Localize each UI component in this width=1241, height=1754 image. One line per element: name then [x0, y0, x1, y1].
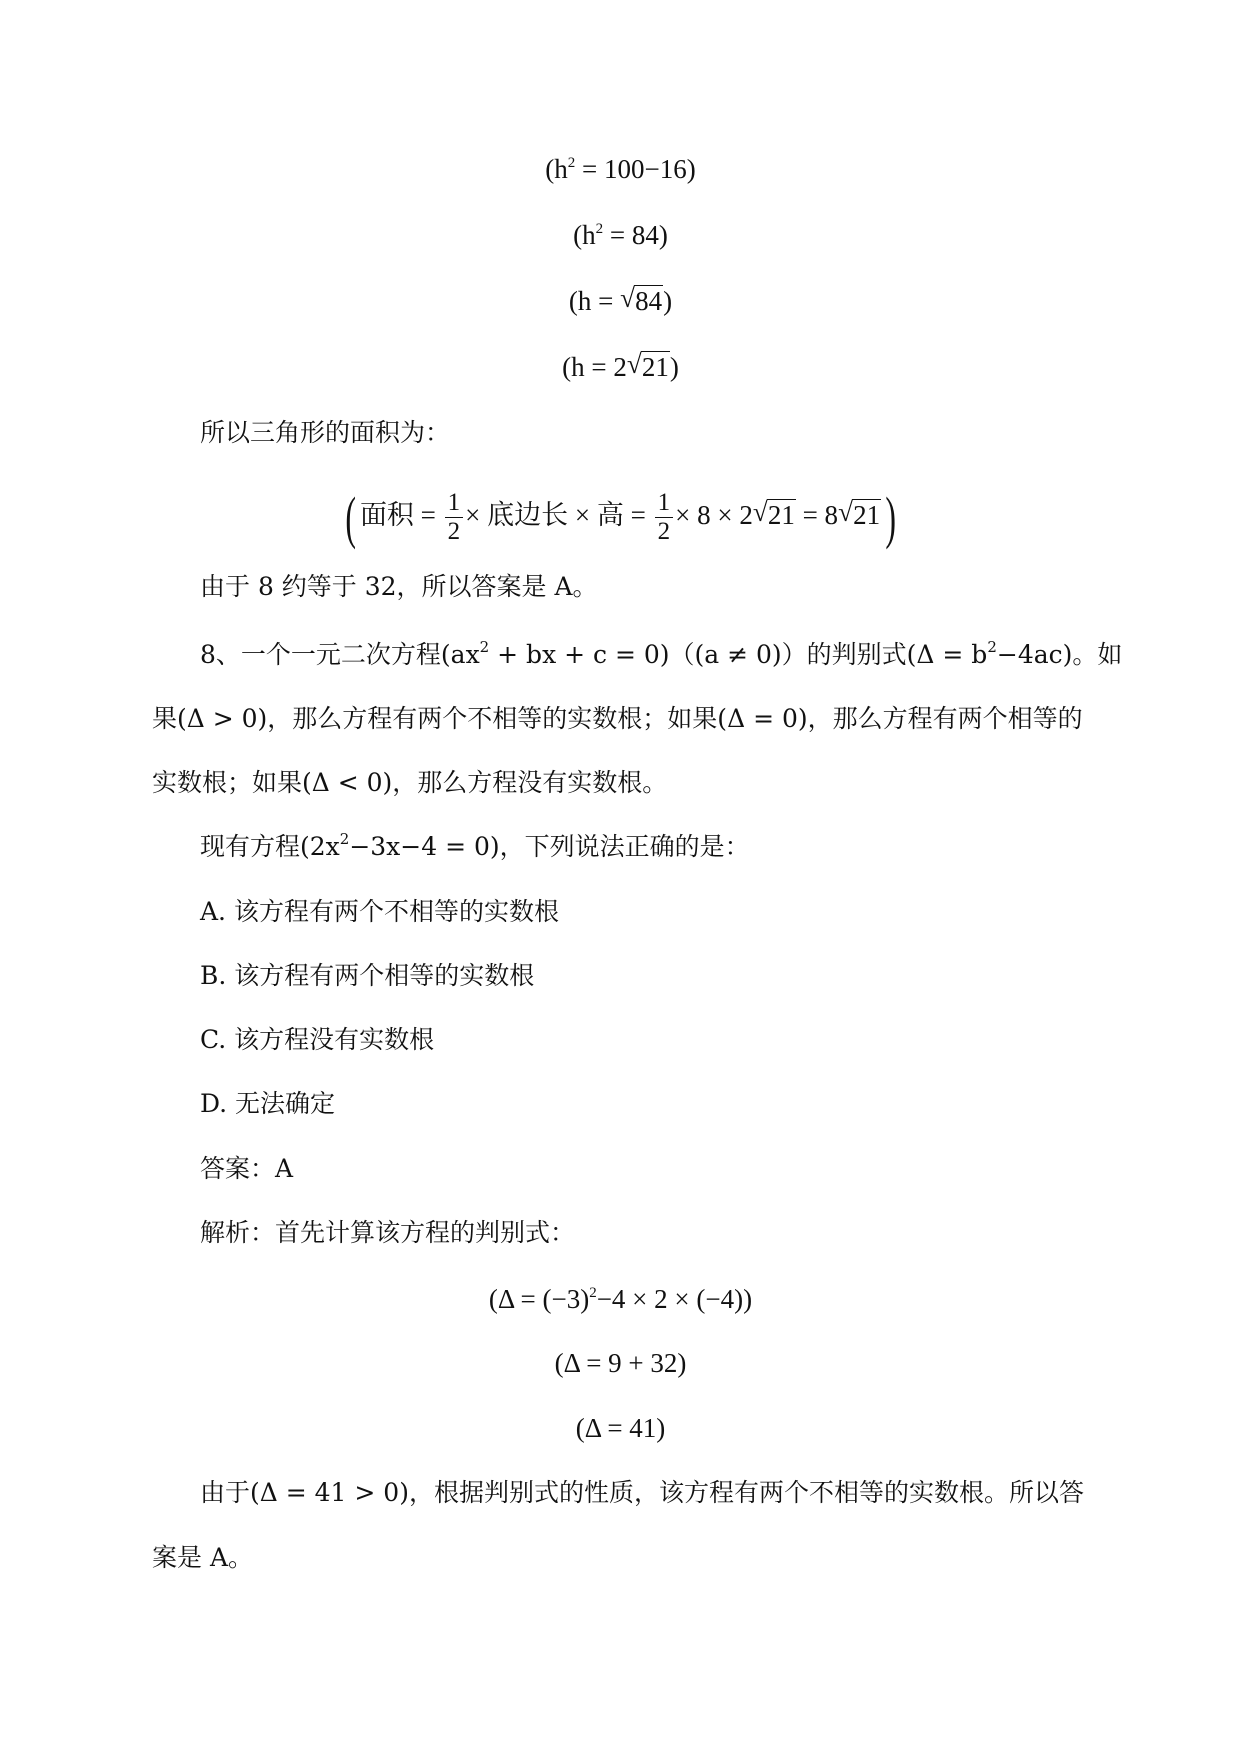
discriminant-calc-3: (Δ = 41) [575, 1413, 666, 1443]
eq-text: = 84) [603, 220, 668, 250]
eq-text: −4 × 2 × (−4)) [596, 1284, 753, 1314]
q8-line-1 [200, 638, 1122, 672]
fraction-half [655, 489, 674, 546]
q8-text: −4ac)。如 [996, 640, 1123, 669]
area-formula [0, 484, 1241, 550]
exponent: 2 [339, 830, 350, 848]
equation-h-squared-1 [0, 152, 1241, 186]
right-paren: ) [885, 484, 897, 550]
radicand: 21 [853, 500, 881, 530]
square-root [627, 350, 670, 384]
square-root [838, 485, 881, 545]
eq-text: (h = 2 [562, 352, 627, 382]
discriminant-calc-2: (Δ = 9 + 32) [554, 1348, 687, 1378]
prompt-text: −3x−4 = 0)，下列说法正确的是： [349, 832, 750, 861]
area-intro: 所以三角形的面积为： [200, 418, 451, 447]
denominator: 2 [447, 518, 461, 546]
discriminant-calc-1 [0, 1282, 1241, 1316]
option-b: B. 该方程有两个相等的实数根 [200, 961, 535, 990]
exponent: 2 [589, 1285, 597, 1301]
q8-line-3: 实数根；如果(Δ < 0)，那么方程没有实数根。 [152, 768, 668, 797]
square-root [620, 284, 663, 318]
eq-text: 面积 = [359, 500, 443, 530]
conclusion-q7: 由于 8 约等于 32，所以答案是 A。 [200, 572, 598, 601]
equation-h-squared-2 [0, 218, 1241, 252]
eq-text: (h [545, 154, 568, 184]
exponent: 2 [567, 155, 576, 171]
radicand: 21 [641, 352, 669, 382]
answer: 答案：A [200, 1154, 294, 1183]
radical-icon: √ [838, 497, 853, 527]
radical-icon: √ [626, 349, 642, 379]
fraction-half [445, 489, 464, 546]
prompt-text: 现有方程(2x [200, 832, 340, 861]
denominator: 2 [657, 518, 671, 546]
eq-text: × 8 × 2 [675, 500, 753, 530]
radical-icon: √ [752, 497, 768, 527]
option-c: C. 该方程没有实数根 [200, 1025, 435, 1054]
exponent: 2 [987, 638, 997, 656]
eq-text: = 8 [795, 500, 839, 530]
q8-line-2: 果(Δ > 0)，那么方程有两个不相等的实数根；如果(Δ = 0)，那么方程有两个相等的 [152, 704, 1083, 733]
analysis-intro: 解析：首先计算该方程的判别式： [200, 1218, 576, 1247]
q8-prompt [200, 830, 750, 864]
q8-text: 8、一个一元二次方程(ax [200, 640, 480, 669]
exponent: 2 [479, 638, 490, 656]
radicand: 21 [767, 500, 795, 530]
eq-text: (h [573, 220, 596, 250]
square-root [753, 485, 796, 545]
eq-text: ) [669, 352, 679, 382]
eq-text: (Δ = (−3) [488, 1284, 590, 1314]
q8-text: + bx + c = 0)（(a ≠ 0)）的判别式(Δ = b [489, 640, 988, 669]
eq-text: (h = [568, 286, 621, 316]
numerator: 1 [655, 489, 674, 518]
eq-text: × 底边长 × 高 = [465, 500, 653, 530]
radicand: 84 [635, 286, 663, 316]
radical-icon: √ [620, 283, 635, 313]
option-d: D. 无法确定 [200, 1089, 336, 1118]
exponent: 2 [595, 221, 604, 237]
conclusion-line-2: 案是 A。 [152, 1543, 254, 1572]
eq-text: = 100−16) [575, 154, 696, 184]
conclusion-line-1: 由于(Δ = 41 > 0)，根据判别式的性质，该方程有两个不相等的实数根。所以答 [200, 1478, 1084, 1507]
left-paren: ( [344, 484, 356, 550]
equation-h-simplified [0, 350, 1241, 384]
numerator: 1 [445, 489, 464, 518]
eq-text: ) [663, 286, 673, 316]
option-a: A. 该方程有两个不相等的实数根 [200, 897, 559, 926]
equation-h-sqrt [0, 284, 1241, 318]
